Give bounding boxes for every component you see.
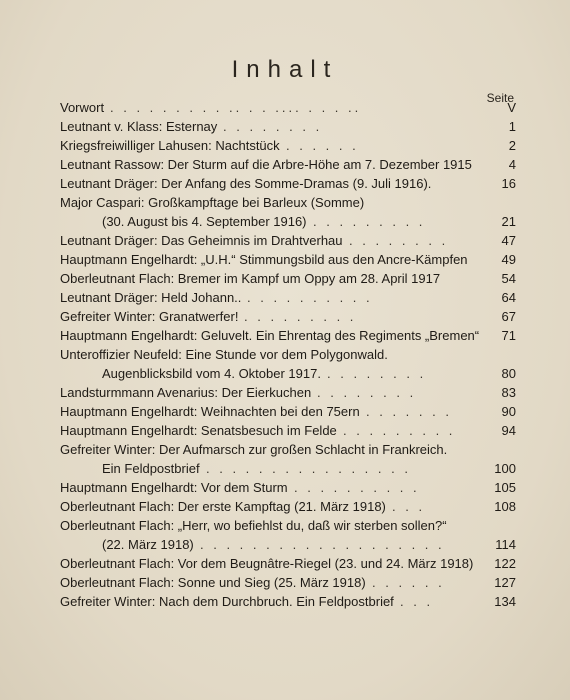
toc-page-number: 64 <box>501 290 516 305</box>
toc-entry-title: Hauptmann Engelhardt: Senatsbesuch im Felde <box>60 423 337 438</box>
toc-entry <box>60 212 516 231</box>
toc-entry-title: Oberleutnant Flach: Der erste Kampftag (21. März 1918) <box>60 499 386 514</box>
toc-page-number: 21 <box>501 214 516 229</box>
toc-page-number: 47 <box>501 233 516 248</box>
toc-entry <box>60 421 516 440</box>
toc-entry-title: Hauptmann Engelhardt: Geluvelt. Ein Ehrentag des Regiments „Bremen“ <box>60 328 480 343</box>
toc-entry-title: Kriegsfreiwilliger Lahusen: Nachtstück <box>60 138 280 153</box>
table-of-contents <box>60 98 516 611</box>
toc-entry <box>60 288 516 307</box>
toc-leader-dots: . . . . . . . . . . . . . . . . . . . <box>200 537 445 552</box>
toc-entry <box>60 231 516 250</box>
toc-entry-title: Oberleutnant Flach: Bremer im Kampf um Oppy am 28. April 1917 <box>60 271 441 286</box>
toc-entry-title: Gefreiter Winter: Granatwerfer! <box>60 309 239 324</box>
toc-page-number: 127 <box>494 575 516 590</box>
toc-entry-title: Ein Feldpostbrief <box>102 461 200 476</box>
toc-entry <box>60 269 516 288</box>
toc-entry <box>60 516 516 535</box>
toc-leader-dots: . . . . . . . <box>366 404 452 419</box>
toc-leader-dots: . . . . . . . . . <box>244 309 357 324</box>
toc-page-number: 67 <box>501 309 516 324</box>
toc-page-number: 90 <box>501 404 516 419</box>
toc-entry <box>60 307 516 326</box>
toc-entry-title: Augenblicksbild vom 4. Oktober 1917. <box>102 366 321 381</box>
toc-entry-title: Gefreiter Winter: Nach dem Durchbruch. Ein Feldpostbrief <box>60 594 394 609</box>
toc-entry-title: (30. August bis 4. September 1916) <box>102 214 307 229</box>
toc-leader-dots: . . . . . . . . . . <box>294 480 420 495</box>
toc-leader-dots: . . . . . . . . . <box>313 214 426 229</box>
toc-entry <box>60 592 516 611</box>
toc-entry <box>60 193 516 212</box>
toc-entry-title: Hauptmann Engelhardt: Weihnachten bei den 75ern <box>60 404 360 419</box>
toc-entry <box>60 459 516 478</box>
toc-entry <box>60 440 516 459</box>
toc-leader-dots: . . . . . . . . <box>317 385 417 400</box>
toc-entry-title: Leutnant v. Klass: Esternay <box>60 119 218 134</box>
toc-leader-dots: . . . . . . . . . .. . . .... . . . .. <box>110 100 362 115</box>
toc-entry <box>60 117 516 136</box>
toc-leader-dots: . . . . . . . . <box>223 119 323 134</box>
toc-page-number: 108 <box>494 499 516 514</box>
page-column-label: Seite <box>486 91 514 105</box>
toc-entry-title: Leutnant Dräger: Das Geheimnis im Drahtverhau <box>60 233 343 248</box>
toc-entry <box>60 98 516 117</box>
toc-entry <box>60 402 516 421</box>
page-title: Inhalt <box>231 56 339 83</box>
toc-entry-title: Oberleutnant Flach: Vor dem Beugnâtre-Riegel (23. und 24. März 1918) <box>60 556 474 571</box>
toc-entry-title: Oberleutnant Flach: „Herr, wo befiehlst du, daß wir sterben sollen?“ <box>60 518 447 533</box>
toc-page-number: 100 <box>494 461 516 476</box>
toc-entry <box>60 554 516 573</box>
toc-leader-dots: . . . <box>400 594 434 609</box>
toc-entry <box>60 364 516 383</box>
toc-entry-title: Unteroffizier Neufeld: Eine Stunde vor dem Polygonwald. <box>60 347 388 362</box>
toc-entry <box>60 497 516 516</box>
toc-entry <box>60 136 516 155</box>
toc-entry <box>60 573 516 592</box>
toc-entry-title: Leutnant Dräger: Der Anfang des Somme-Dramas (9. Juli 1916). <box>60 176 432 191</box>
toc-leader-dots: . . . . . . . . . . . . . . . . <box>206 461 411 476</box>
toc-entry-title: Leutnant Rassow: Der Sturm auf die Arbre-Höhe am 7. Dezember 1915 <box>60 157 472 172</box>
toc-entry <box>60 535 516 554</box>
toc-page-number: 71 <box>501 328 516 343</box>
toc-page-number: V <box>507 100 516 115</box>
toc-entry-title: Major Caspari: Großkampftage bei Barleux (Somme) <box>60 195 365 210</box>
toc-leader-dots: . . . . . . . . . . <box>247 290 373 305</box>
toc-page-number: 80 <box>501 366 516 381</box>
toc-entry <box>60 250 516 269</box>
toc-entry <box>60 383 516 402</box>
toc-page-number: 4 <box>508 157 516 172</box>
toc-entry-title: Landsturmmann Avenarius: Der Eierkuchen <box>60 385 312 400</box>
toc-page-number: 54 <box>501 271 516 286</box>
toc-entry-title: (22. März 1918) <box>102 537 194 552</box>
toc-entry <box>60 326 516 345</box>
toc-entry <box>60 478 516 497</box>
toc-entry-title: Gefreiter Winter: Der Aufmarsch zur großen Schlacht in Frankreich. <box>60 442 448 457</box>
toc-leader-dots: . . . . . . . . <box>327 366 427 381</box>
toc-page-number: 134 <box>494 594 516 609</box>
toc-page-number: 122 <box>494 556 516 571</box>
toc-page-number: 83 <box>501 385 516 400</box>
toc-page-number: 114 <box>495 537 516 552</box>
toc-leader-dots: . . . . . . <box>286 138 359 153</box>
toc-entry-title: Hauptmann Engelhardt: Vor dem Sturm <box>60 480 288 495</box>
toc-entry-title: Hauptmann Engelhardt: „U.H.“ Stimmungsbild aus den Ancre-Kämpfen <box>60 252 468 267</box>
toc-page-number: 94 <box>501 423 516 438</box>
toc-page-number: 1 <box>508 119 516 134</box>
toc-page-number: 49 <box>501 252 516 267</box>
toc-entry-title: Vorwort <box>60 100 105 115</box>
toc-leader-dots: . . . <box>392 499 426 514</box>
toc-leader-dots: . . . . . . . . . <box>343 423 456 438</box>
toc-entry-title: Leutnant Dräger: Held Johann.. <box>60 290 242 305</box>
toc-entry-title: Oberleutnant Flach: Sonne und Sieg (25. März 1918) <box>60 575 366 590</box>
toc-entry <box>60 155 516 174</box>
toc-page-number: 16 <box>501 176 516 191</box>
toc-leader-dots: . . . . . . <box>372 575 445 590</box>
toc-leader-dots: . . . . . . . . <box>349 233 449 248</box>
toc-page-number: 2 <box>508 138 516 153</box>
toc-page-number: 105 <box>494 480 516 495</box>
toc-entry <box>60 345 516 364</box>
toc-entry <box>60 174 516 193</box>
